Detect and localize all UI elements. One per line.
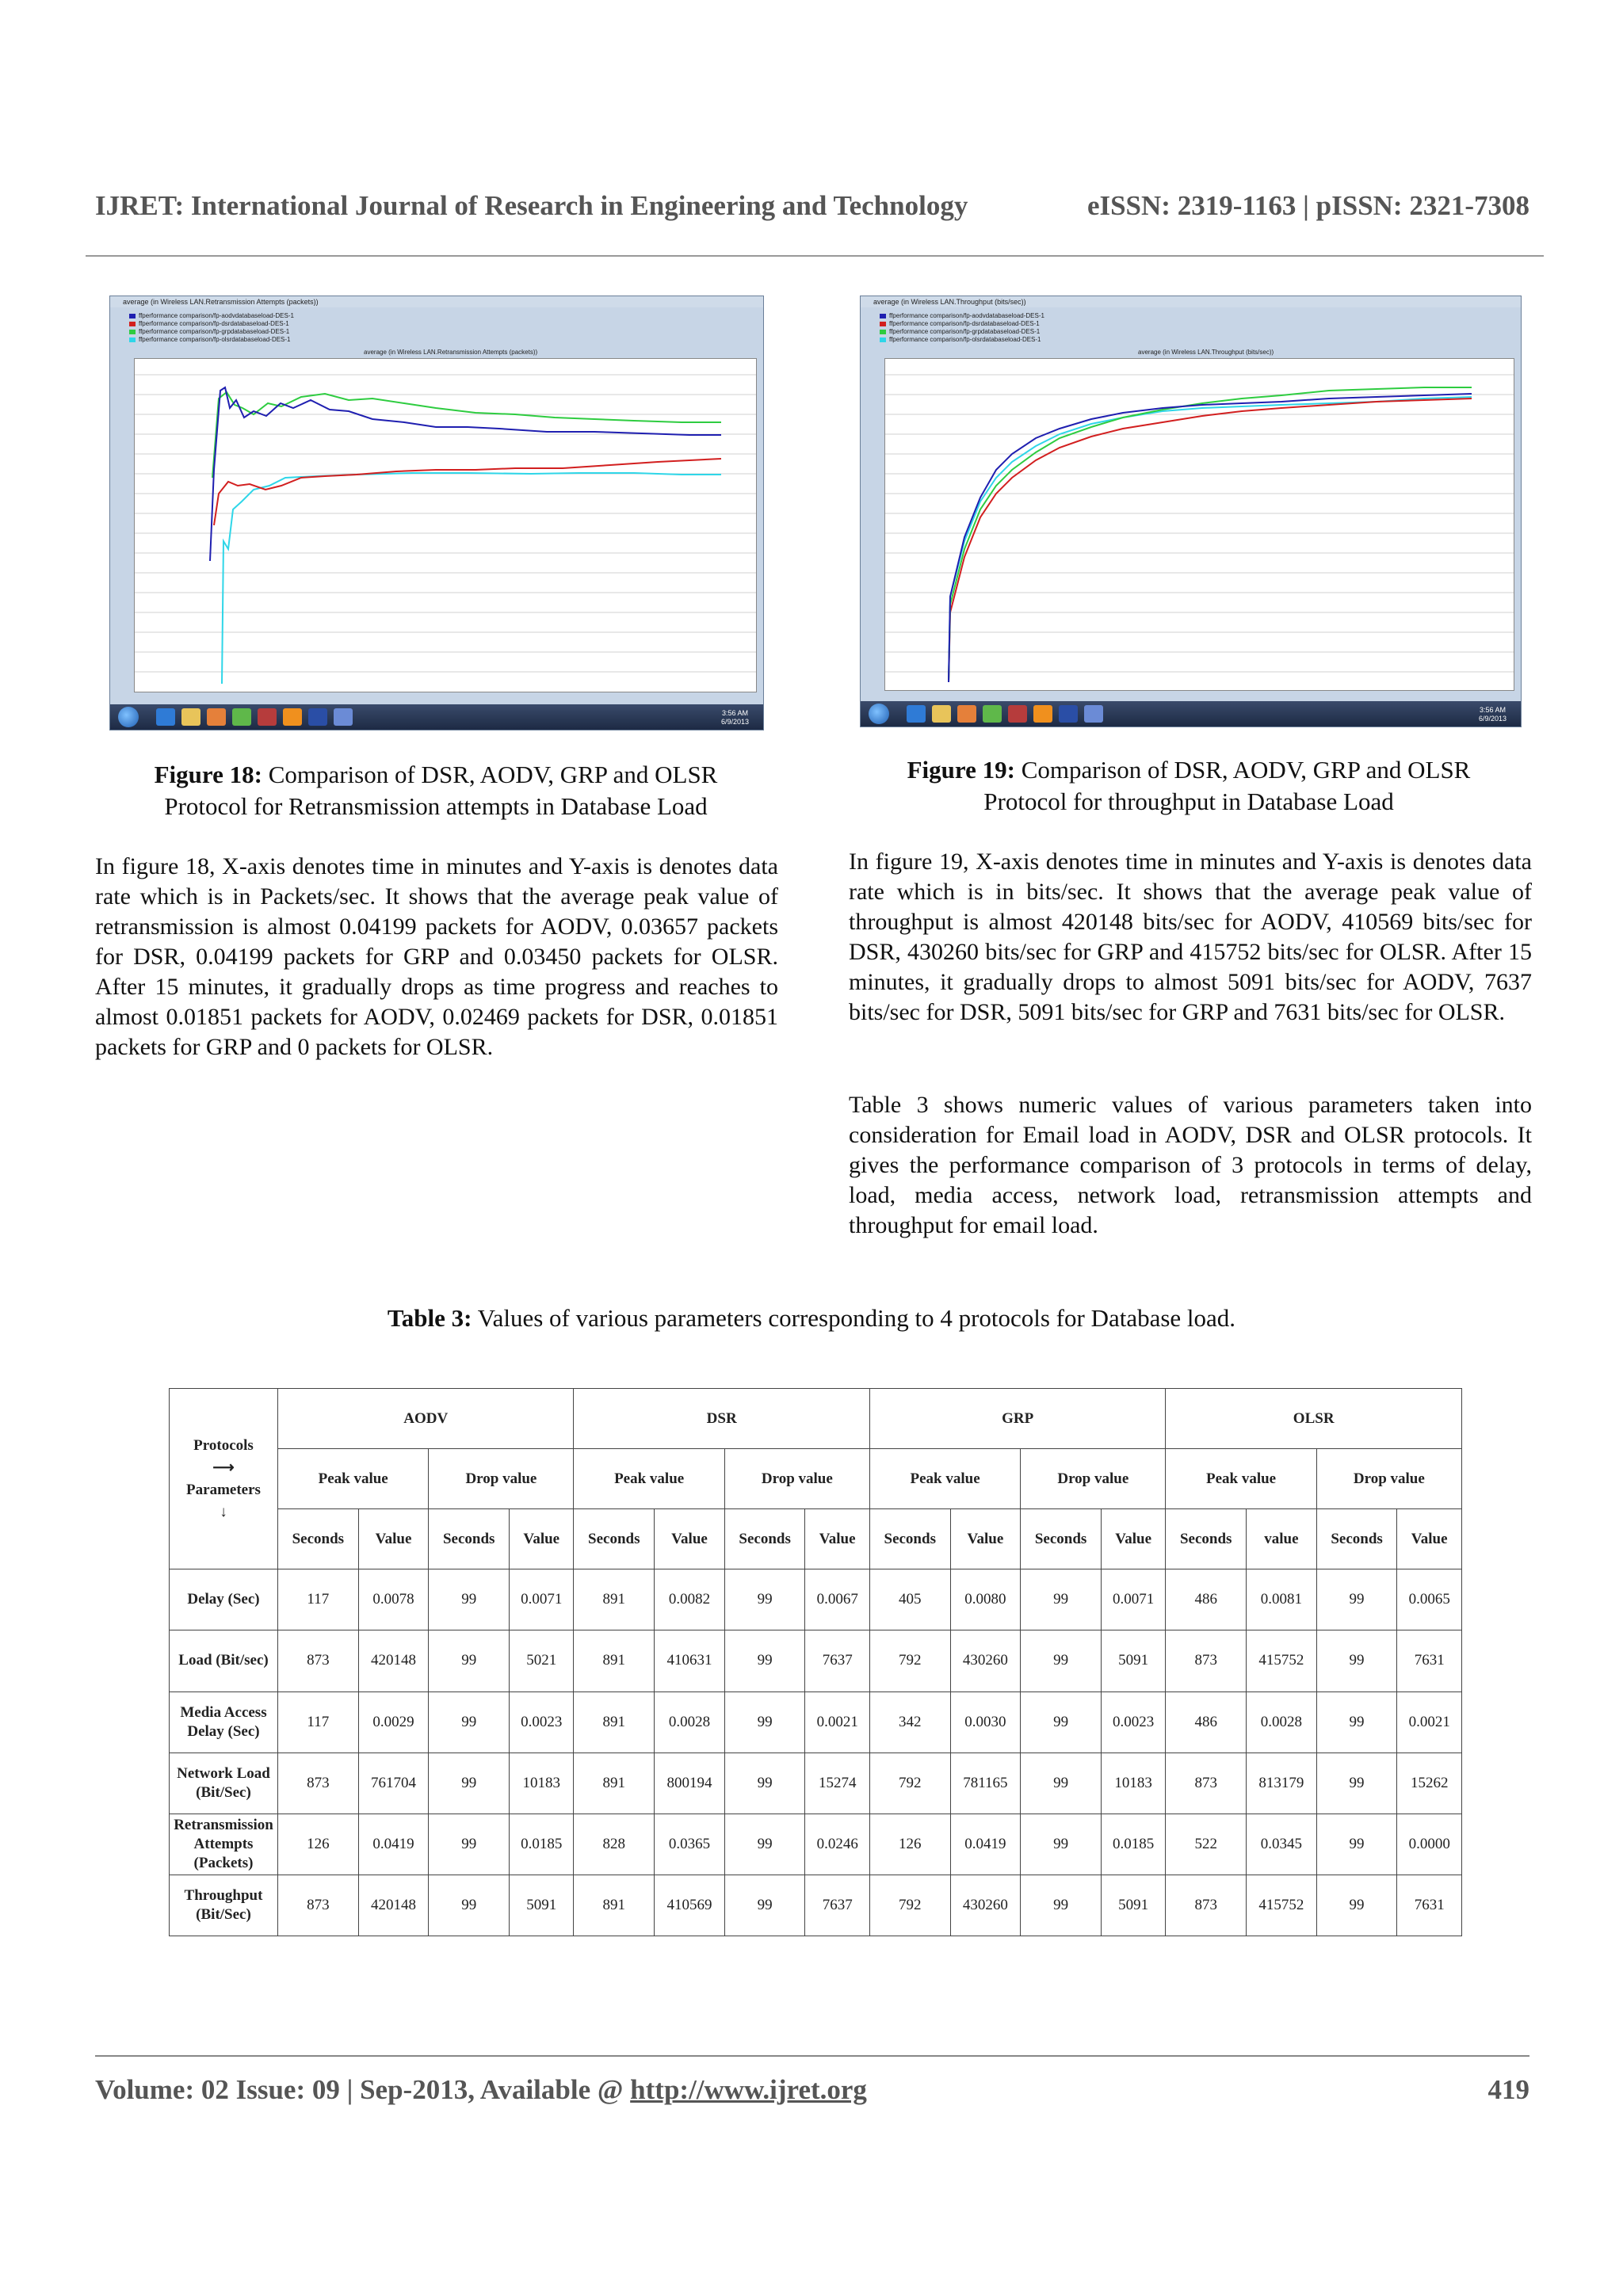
column-label: Value: [805, 1509, 869, 1569]
table-cell: 0.0028: [655, 1691, 725, 1753]
table-cell: 0.0185: [510, 1814, 574, 1875]
paragraph-table-3: Table 3 shows numeric values of various parameters taken into consideration for Email load in AODV, DSR and OLSR protocols. It gives the performance comparison of 3 protocols in terms of delay, load, media access, network load, retransmission attempts and throughput for email load.: [849, 1092, 1532, 1238]
fig19-grp-line: [949, 387, 1472, 682]
table-cell: 126: [278, 1814, 359, 1875]
table-cell: 0.0030: [950, 1691, 1021, 1753]
table-cell: 761704: [358, 1753, 429, 1814]
protocol-grp: GRP: [869, 1389, 1165, 1449]
table-cell: 99: [1316, 1875, 1397, 1936]
opnet-icon: [1059, 705, 1078, 723]
column-label: Value: [1397, 1509, 1462, 1569]
page-header: [95, 190, 1529, 222]
figure-18-clock: 3:56 AM 6/9/2013: [720, 709, 749, 726]
explorer-icon: [932, 705, 951, 723]
column-label: Seconds: [574, 1509, 655, 1569]
table-cell: 99: [1316, 1753, 1397, 1814]
legend-aodv: ffperformance comparison/fp-aodvdatabaseload-DES-1: [129, 312, 294, 320]
figure-18-caption: [119, 759, 753, 822]
table-cell: 117: [278, 1569, 359, 1630]
fig18-grp-line: [212, 392, 721, 478]
column-label: Seconds: [1021, 1509, 1102, 1569]
table-cell: 7631: [1397, 1630, 1462, 1691]
table-row: [170, 1814, 1462, 1875]
table-cell: 99: [724, 1814, 805, 1875]
table-cell: 410631: [655, 1630, 725, 1691]
protocol-dsr: DSR: [574, 1389, 869, 1449]
table-cell: 0.0023: [1101, 1691, 1165, 1753]
table-cell: 7631: [1397, 1875, 1462, 1936]
table-cell: 0.0065: [1397, 1569, 1462, 1630]
table-cell: 99: [1316, 1814, 1397, 1875]
figure-19-plot-area: [884, 358, 1514, 691]
app-icon: [258, 708, 277, 726]
table-cell: 99: [1316, 1630, 1397, 1691]
legend-olsr: ffperformance comparison/fp-olsrdatabaseload-DES-1: [129, 336, 294, 344]
start-button-icon: [118, 707, 139, 727]
table-cell: 99: [724, 1875, 805, 1936]
table-cell: 5021: [510, 1630, 574, 1691]
table-cell: 486: [1166, 1569, 1247, 1630]
table-3: [169, 1388, 1462, 1936]
table-cell: 5091: [1101, 1875, 1165, 1936]
table-cell: 5091: [1101, 1630, 1165, 1691]
table-cell: 873: [278, 1753, 359, 1814]
table-cell: 0.0081: [1247, 1569, 1317, 1630]
table-3-label: Table 3:: [387, 1304, 472, 1332]
table-row: [170, 1875, 1462, 1936]
opnet-icon: [308, 708, 327, 726]
table-cell: 873: [1166, 1753, 1247, 1814]
fig19-olsr-line: [949, 397, 1472, 682]
table-cell: 99: [429, 1875, 510, 1936]
table-row: [170, 1630, 1462, 1691]
chrome-icon: [983, 705, 1002, 723]
fig18-dsr-line: [214, 459, 721, 525]
table-cell: 10183: [510, 1753, 574, 1814]
table-cell: 0.0021: [1397, 1691, 1462, 1753]
app-icon: [1008, 705, 1027, 723]
footer-link[interactable]: http://www.ijret.org: [630, 2074, 867, 2105]
figure-19-caption-text: Comparison of DSR, AODV, GRP and OLSR Protocol for throughput in Database Load: [983, 756, 1471, 815]
explorer-icon: [181, 708, 200, 726]
parameter-label: Load (Bit/sec): [170, 1630, 278, 1691]
table-cell: 430260: [950, 1875, 1021, 1936]
table-cell: 126: [869, 1814, 950, 1875]
table-cell: 99: [1021, 1814, 1102, 1875]
table-cell: 0.0419: [358, 1814, 429, 1875]
table-row: [170, 1691, 1462, 1753]
table-cell: 99: [1021, 1691, 1102, 1753]
table-cell: 0.0345: [1247, 1814, 1317, 1875]
subhead-peak: Peak value: [869, 1449, 1020, 1509]
table-cell: 781165: [950, 1753, 1021, 1814]
table-cell: 342: [869, 1691, 950, 1753]
table-cell: 99: [724, 1630, 805, 1691]
table-3-caption: [0, 1304, 1623, 1333]
column-label: Seconds: [869, 1509, 950, 1569]
table-cell: 405: [869, 1569, 950, 1630]
table-cell: 0.0185: [1101, 1814, 1165, 1875]
figure-18-window-title: average (in Wireless LAN.Retransmission Attempts (packets)): [110, 296, 763, 307]
figure-19-plot-title: average (in Wireless LAN.Throughput (bits/sec)): [1138, 349, 1274, 356]
table-cell: 800194: [655, 1753, 725, 1814]
table-row: [170, 1753, 1462, 1814]
figure-19-caption: [872, 754, 1506, 818]
footer-rule: [95, 2055, 1529, 2057]
table-cell: 0.0080: [950, 1569, 1021, 1630]
subhead-drop: Drop value: [1316, 1449, 1461, 1509]
figure-19-screenshot: [860, 296, 1522, 727]
legend-grp: ffperformance comparison/fp-grpdatabaseload-DES-1: [880, 328, 1044, 336]
table-cell: 420148: [358, 1875, 429, 1936]
issn: eISSN: 2319-1163 | pISSN: 2321-7308: [1086, 190, 1529, 221]
parameter-label: Media Access Delay (Sec): [170, 1691, 278, 1753]
parameter-label: Delay (Sec): [170, 1569, 278, 1630]
table-cell: 0.0023: [510, 1691, 574, 1753]
figure-19-clock: 3:56 AM 6/9/2013: [1478, 706, 1507, 723]
figure-18-taskbar: [110, 704, 763, 730]
table-cell: 7637: [805, 1875, 869, 1936]
doc-icon: [334, 708, 353, 726]
vlc-icon: [1033, 705, 1052, 723]
table-cell: 828: [574, 1814, 655, 1875]
table-cell: 0.0082: [655, 1569, 725, 1630]
table-cell: 486: [1166, 1691, 1247, 1753]
figure-18-caption-text: Comparison of DSR, AODV, GRP and OLSR Protocol for Retransmission attempts in Database Load: [164, 761, 718, 820]
table-cell: 410569: [655, 1875, 725, 1936]
legend-aodv: ffperformance comparison/fp-aodvdatabaseload-DES-1: [880, 312, 1044, 320]
table-cell: 891: [574, 1569, 655, 1630]
table-cell: 0.0029: [358, 1691, 429, 1753]
protocol-aodv: AODV: [278, 1389, 574, 1449]
table-cell: 891: [574, 1753, 655, 1814]
fig19-dsr-line: [949, 399, 1472, 682]
figure-18-plot-title: average (in Wireless LAN.Retransmission Attempts (packets)): [364, 349, 538, 356]
header-rule: [86, 255, 1544, 257]
legend-grp: ffperformance comparison/fp-grpdatabaseload-DES-1: [129, 328, 294, 336]
table-cell: 415752: [1247, 1630, 1317, 1691]
ie-icon: [156, 708, 175, 726]
table-cell: 813179: [1247, 1753, 1317, 1814]
legend-olsr: ffperformance comparison/fp-olsrdatabaseload-DES-1: [880, 336, 1044, 344]
fig19-aodv-line: [949, 394, 1472, 682]
table-cell: 0.0028: [1247, 1691, 1317, 1753]
table-cell: 415752: [1247, 1875, 1317, 1936]
table-row: [170, 1569, 1462, 1630]
table-cell: 99: [1316, 1569, 1397, 1630]
table-corner: Protocols ⟶ Parameters ↓: [170, 1389, 278, 1569]
subhead-peak: Peak value: [574, 1449, 724, 1509]
table-cell: 117: [278, 1691, 359, 1753]
table-cell: 99: [429, 1814, 510, 1875]
page-footer: [95, 2074, 1529, 2106]
table-cell: 99: [429, 1691, 510, 1753]
figure-19-taskbar: [861, 701, 1521, 727]
parameter-label: Network Load (Bit/Sec): [170, 1753, 278, 1814]
footer-volume: Volume: 02 Issue: 09 | Sep-2013, Available @ http://www.ijret.org: [95, 2074, 867, 2105]
parameter-label: Retransmission Attempts (Packets): [170, 1814, 278, 1875]
media-icon: [207, 708, 226, 726]
table-cell: 10183: [1101, 1753, 1165, 1814]
start-button-icon: [869, 704, 889, 724]
figure-18-plot: [135, 359, 756, 692]
column-label: value: [1247, 1509, 1317, 1569]
column-label: Value: [358, 1509, 429, 1569]
subhead-drop: Drop value: [429, 1449, 574, 1509]
table-cell: 891: [574, 1875, 655, 1936]
table-cell: 0.0419: [950, 1814, 1021, 1875]
legend-dsr: ffperformance comparison/fp-dsrdatabaseload-DES-1: [880, 320, 1044, 328]
table-cell: 99: [429, 1569, 510, 1630]
table-cell: 99: [724, 1691, 805, 1753]
table-cell: 99: [724, 1753, 805, 1814]
media-icon: [957, 705, 976, 723]
table-cell: 99: [1021, 1569, 1102, 1630]
doc-icon: [1084, 705, 1103, 723]
table-cell: 522: [1166, 1814, 1247, 1875]
table-cell: 7637: [805, 1630, 869, 1691]
protocol-olsr: OLSR: [1166, 1389, 1462, 1449]
column-label: Seconds: [429, 1509, 510, 1569]
column-label: Value: [1101, 1509, 1165, 1569]
table-cell: 873: [278, 1875, 359, 1936]
table-cell: 99: [1021, 1875, 1102, 1936]
table-cell: 99: [1021, 1753, 1102, 1814]
table-cell: 99: [429, 1753, 510, 1814]
column-label: Seconds: [1166, 1509, 1247, 1569]
table-cell: 99: [724, 1569, 805, 1630]
subhead-drop: Drop value: [1021, 1449, 1166, 1509]
table-cell: 792: [869, 1875, 950, 1936]
table-cell: 0.0365: [655, 1814, 725, 1875]
column-label: Seconds: [1316, 1509, 1397, 1569]
subhead-peak: Peak value: [278, 1449, 429, 1509]
figure-19-label: Figure 19:: [907, 756, 1015, 784]
table-cell: 0.0071: [1101, 1569, 1165, 1630]
table-cell: 792: [869, 1630, 950, 1691]
table-cell: 420148: [358, 1630, 429, 1691]
table-cell: 873: [278, 1630, 359, 1691]
column-label: Seconds: [278, 1509, 359, 1569]
table-cell: 0.0021: [805, 1691, 869, 1753]
table-cell: 15262: [1397, 1753, 1462, 1814]
table-cell: 891: [574, 1630, 655, 1691]
figure-18-legend: [129, 312, 294, 344]
parameter-label: Throughput (Bit/Sec): [170, 1875, 278, 1936]
column-label: Value: [950, 1509, 1021, 1569]
figure-18-screenshot: [109, 296, 764, 730]
table-cell: 891: [574, 1691, 655, 1753]
table-cell: 0.0067: [805, 1569, 869, 1630]
table-3-caption-text: Values of various parameters corresponding to 4 protocols for Database load.: [477, 1304, 1236, 1332]
figure-19-window-title: average (in Wireless LAN.Throughput (bits/sec)): [861, 296, 1521, 307]
column-label: Value: [655, 1509, 725, 1569]
table-cell: 873: [1166, 1875, 1247, 1936]
column-label: Value: [510, 1509, 574, 1569]
table-cell: 0.0000: [1397, 1814, 1462, 1875]
table-cell: 792: [869, 1753, 950, 1814]
legend-dsr: ffperformance comparison/fp-dsrdatabaseload-DES-1: [129, 320, 294, 328]
figure-18-label: Figure 18:: [154, 761, 262, 788]
table-cell: 99: [1316, 1691, 1397, 1753]
subhead-drop: Drop value: [724, 1449, 869, 1509]
table-cell: 99: [429, 1630, 510, 1691]
table-cell: 99: [1021, 1630, 1102, 1691]
paragraph-figure-19: In figure 19, X-axis denotes time in minutes and Y-axis is denotes data rate which is in bits/sec. It shows that the average peak value of throughput is almost 420148 bits/sec for AODV, 410569 bits/sec for DSR, 430260 bits/sec for GRP and 415752 bits/sec for OLSR. After 15 minutes, it gradually drops to almost 5091 bits/sec for AODV, 7637 bits/sec for DSR, 5091 bits/sec for GRP and 7631 bits/sec for OLSR.: [849, 849, 1532, 1025]
paragraph-figure-18: In figure 18, X-axis denotes time in minutes and Y-axis is denotes data rate which is in Packets/sec. It shows that the average peak value of retransmission is almost 0.04199 packets for AODV, 0.03657 packets for DSR, 0.04199 packets for GRP and 0.03450 packets for OLSR. After 15 minutes, it gradually drops as time progress and reaches to almost 0.01851 packets for AODV, 0.02469 packets for DSR, 0.01851 packets for GRP and 0 packets for OLSR.: [95, 853, 778, 1060]
table-cell: 0.0078: [358, 1569, 429, 1630]
table-cell: 15274: [805, 1753, 869, 1814]
table-cell: 0.0246: [805, 1814, 869, 1875]
column-label: Seconds: [724, 1509, 805, 1569]
page-number: 419: [1487, 2074, 1529, 2105]
figure-19-plot: [885, 359, 1514, 690]
ie-icon: [907, 705, 926, 723]
figure-18-plot-area: [134, 358, 757, 692]
table-cell: 5091: [510, 1875, 574, 1936]
table-cell: 430260: [950, 1630, 1021, 1691]
table-cell: 873: [1166, 1630, 1247, 1691]
table-cell: 0.0071: [510, 1569, 574, 1630]
figure-19-legend: [880, 312, 1044, 344]
subhead-peak: Peak value: [1166, 1449, 1316, 1509]
column-label-row: [170, 1509, 1462, 1569]
vlc-icon: [283, 708, 302, 726]
chrome-icon: [232, 708, 251, 726]
journal-title: IJRET: International Journal of Research in Engineering and Technology: [95, 190, 968, 221]
